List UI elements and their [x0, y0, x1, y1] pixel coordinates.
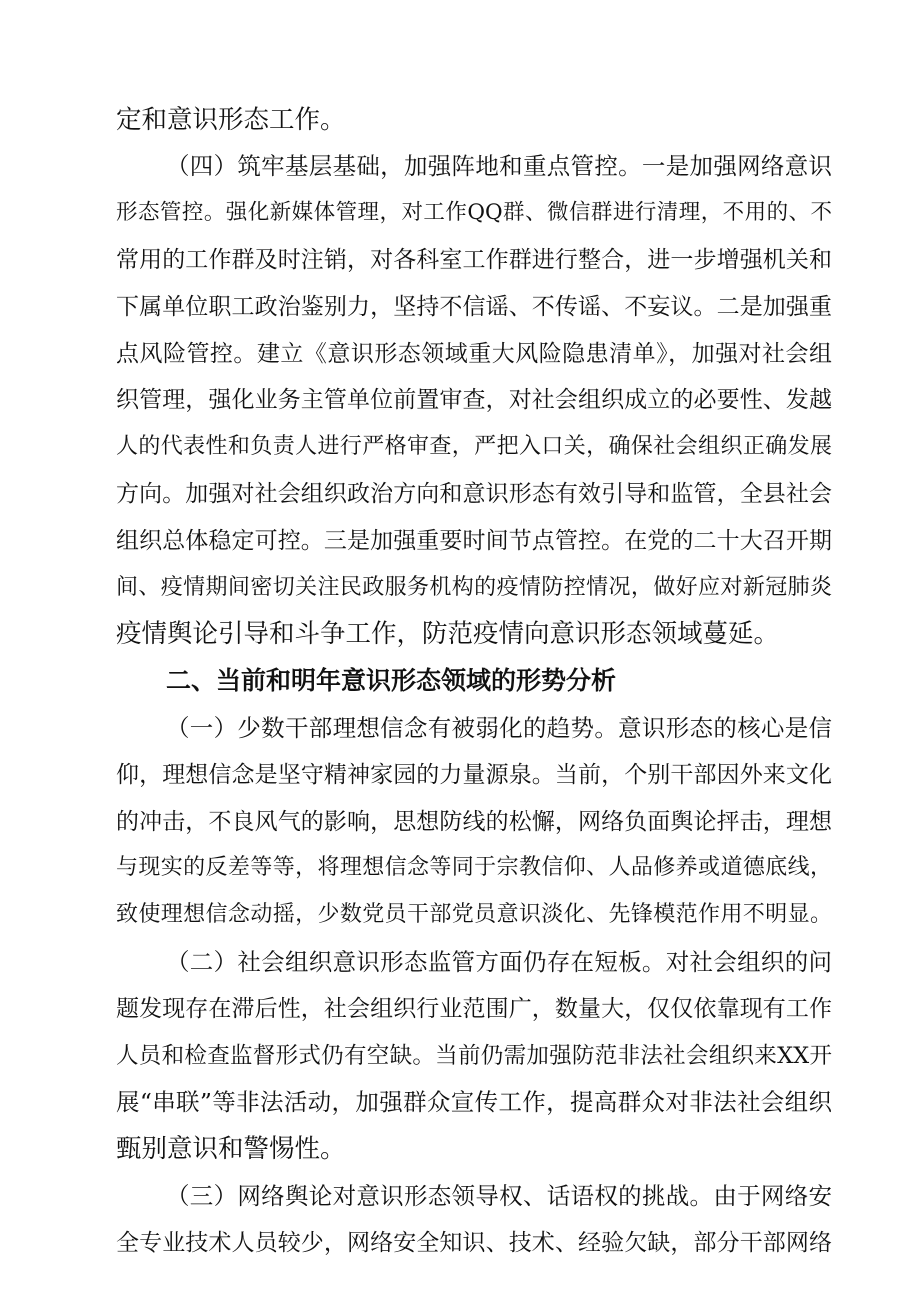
paragraph-line: 人员和检查监督形式仍有空缺。当前仍需加强防范非法社会组织来XX开: [116, 1043, 832, 1069]
paragraph-line: 与现实的反差等等，将理想信念等同于宗教信仰、人品修养或道德底线，: [116, 855, 832, 880]
paragraph-line: 的冲击，不良风气的影响，思想防线的松懈，网络负面舆论抨击，理想: [116, 809, 832, 835]
paragraph-line: 方向。加强对社会组织政治方向和意识形态有效引导和监管，全县社会: [116, 481, 832, 507]
paragraph-line: 下属单位职工政治鉴别力，坚持不信谣、不传谣、不妄议。二是加强重: [116, 294, 832, 320]
paragraph-line: 题发现存在滞后性，社会组织行业范围广，数量大，仅仅依靠现有工作: [116, 996, 832, 1022]
paragraph-line: 织管理，强化业务主管单位前置审查，对社会组织成立的必要性、发越: [116, 387, 832, 413]
paragraph-line: 形态管控。强化新媒体管理，对工作QQ群、微信群进行清理，不用的、不: [116, 200, 832, 225]
paragraph-line: 疫情舆论引导和斗争工作，防范疫情向意识形态领域蔓延。: [116, 619, 780, 649]
paragraph-line: （一）少数干部理想信念有被弱化的趋势。意识形态的核心是信: [166, 714, 832, 742]
paragraph-line: 间、疫情期间密切关注民政服务机构的疫情防控情况，做好应对新冠肺炎: [116, 575, 832, 600]
paragraph-line: （二）社会组织意识形态监管方面仍存在短板。对社会组织的问: [166, 948, 832, 976]
paragraph-line: 人的代表性和负责人进行严格审查，严把入口关，确保社会组织正确发展: [116, 434, 832, 459]
paragraph-line: 仰，理想信念是坚守精神家园的力量源泉。当前，个别干部因外来文化: [116, 762, 832, 788]
paragraph-line: 全专业技术人员较少，网络安全知识、技术、经验欠缺，部分干部网络: [116, 1230, 832, 1256]
paragraph-line: 致使理想信念动摇，少数党员干部党员意识淡化、先锋模范作用不明显。: [116, 902, 832, 927]
section-heading: 二、当前和明年意识形态领域的形势分析: [166, 666, 617, 695]
paragraph-line: 组织总体稳定可控。三是加强重要时间节点管控。在党的二十大召开期: [116, 528, 832, 554]
paragraph-line: 甄别意识和警惕性。: [116, 1134, 346, 1164]
paragraph-line: 展“串联”等非法活动，加强群众宣传工作，提高群众对非法社会组织: [116, 1088, 832, 1116]
paragraph-line: （四）筑牢基层基础，加强阵地和重点管控。一是加强网络意识: [166, 152, 832, 180]
paragraph-line: 点风险管控。建立《意识形态领域重大风险隐患清单》，加强对社会组: [116, 341, 832, 367]
paragraph-line: （三）网络舆论对意识形态领导权、话语权的挑战。由于网络安: [166, 1182, 832, 1210]
paragraph-line: 定和意识形态工作。: [116, 105, 346, 135]
paragraph-line: 常用的工作群及时注销，对各科室工作群进行整合，进一步增强机关和: [116, 247, 832, 273]
